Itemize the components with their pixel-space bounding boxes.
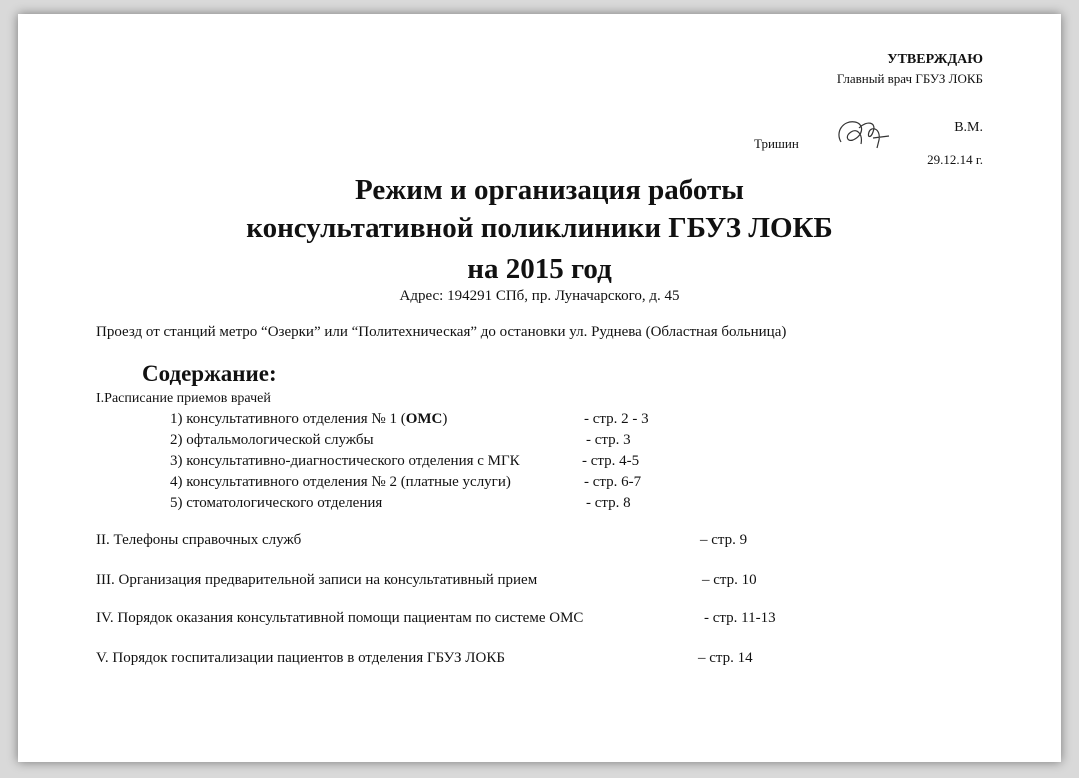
document-title-line-3: на 2015 год <box>467 253 612 285</box>
approval-role: Главный врач ГБУЗ ЛОКБ <box>836 71 983 86</box>
toc-subitem-label: 2) офтальмологической службы <box>170 432 374 448</box>
approval-initials: В.М. <box>954 120 983 135</box>
toc-section-page: - стр. 11-13 <box>704 610 776 626</box>
route-line: Проезд от станций метро “Озерки” или “Политехническая” до остановки ул. Руднева (Областная больница) <box>96 324 787 340</box>
approval-date: 29.12.14 г. <box>927 152 983 167</box>
approval-surname: Тришин <box>754 136 799 151</box>
toc-subitem-page: - стр. 3 <box>586 432 631 448</box>
toc-subitem-label: 3) консультативно-диагностического отделения с МГК <box>170 453 520 469</box>
toc-section-label: IV. Порядок оказания консультативной помощи пациентам по системе ОМС <box>96 610 584 626</box>
toc-section-page: – стр. 10 <box>702 572 757 588</box>
toc-subitem-page: - стр. 6-7 <box>584 474 642 490</box>
toc-section-label: V. Порядок госпитализации пациентов в отделения ГБУЗ ЛОКБ <box>96 650 505 666</box>
toc-section-label: III. Организация предварительной записи на консультативный прием <box>96 572 538 588</box>
approval-title: УТВЕРЖДАЮ <box>887 52 983 67</box>
document-title-line-2: консультативной поликлиники ГБУЗ ЛОКБ <box>246 212 833 244</box>
toc-subitem-label: 1) консультативного отделения № 1 (ОМС) <box>170 411 448 427</box>
toc-section-label: II. Телефоны справочных служб <box>96 532 302 548</box>
toc-subitem-page: - стр. 8 <box>586 495 631 511</box>
toc-section-1-title: I.Расписание приемов врачей <box>96 391 271 406</box>
toc-section-page: – стр. 14 <box>698 650 753 666</box>
toc-heading: Содержание: <box>142 361 277 386</box>
toc-subitem-label: 4) консультативного отделения № 2 (платные услуги) <box>170 474 511 490</box>
address-line: Адрес: 194291 СПб, пр. Луначарского, д. 45 <box>399 288 680 304</box>
toc-subitem-page: - стр. 4-5 <box>582 453 640 469</box>
toc-section-page: – стр. 9 <box>700 532 748 548</box>
toc-subitem-label: 5) стоматологического отделения <box>170 495 383 511</box>
toc-subitem-page: - стр. 2 - 3 <box>584 411 649 427</box>
document-page <box>18 14 1061 762</box>
document-title-line-1: Режим и организация работы <box>355 174 744 206</box>
signature-icon <box>833 114 895 154</box>
